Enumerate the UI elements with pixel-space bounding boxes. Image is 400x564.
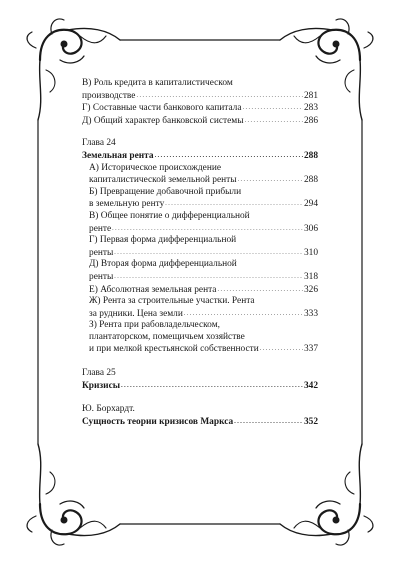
toc-entry-text: Г) Составные части банкового капитала (82, 103, 242, 114)
toc-entry-line: Г) Первая форма дифференциальной (89, 235, 237, 246)
toc-entry-text: за рудники. Цена земли (89, 308, 183, 319)
toc-entry (82, 187, 318, 211)
chapter-24-label: Глава 24 (82, 138, 116, 149)
toc-entry (82, 211, 318, 235)
toc-entry (82, 296, 318, 320)
dot-leader (136, 90, 302, 103)
toc-entry-row (89, 247, 318, 260)
dot-leader (155, 150, 303, 163)
chapter-25-title-row (82, 380, 318, 393)
page-number: 333 (303, 308, 318, 319)
toc-entry-line: З) Рента при рабовладельческом, (89, 320, 220, 331)
page-number: 337 (303, 344, 318, 355)
dot-leader (165, 198, 303, 211)
dot-leader (243, 102, 303, 115)
toc-entry (82, 78, 318, 102)
toc-entry (82, 102, 318, 115)
corner-flourish-bottom-left (27, 444, 120, 545)
toc-entry (82, 259, 318, 283)
toc-entry-text: капиталистической земельной ренты (89, 175, 237, 186)
toc-entry-row (82, 115, 318, 128)
chapter-24-title-row (82, 150, 318, 163)
page-number: 326 (303, 284, 318, 295)
toc-entry-text: ренты (89, 247, 114, 258)
toc-entry-text: Д) Общий характер банковской системы (82, 115, 244, 126)
page-number: 283 (303, 103, 318, 114)
toc-entry-row (89, 223, 318, 236)
dot-leader (114, 271, 303, 284)
toc-entry-text: и при мелкой крестьянской собственности (89, 344, 259, 355)
toc-entry-text: Е) Абсолютная земельная рента (89, 284, 217, 295)
toc-entry-text: производстве (82, 90, 136, 101)
toc-entry-row (82, 102, 318, 115)
page-number: 306 (303, 223, 318, 234)
toc-entry-text: в земельную ренту (89, 199, 165, 210)
page-number: 310 (303, 247, 318, 258)
dot-leader (245, 115, 303, 128)
page-number: 288 (303, 150, 318, 161)
toc-entry-line: В) Общее понятие о дифференциальной (89, 210, 250, 221)
toc-entry-line: Б) Превращение добавочной прибыли (89, 186, 242, 197)
toc-entry-text: ренте (89, 223, 112, 234)
toc-entry (82, 115, 318, 128)
dot-leader (260, 343, 303, 356)
page-number: 352 (303, 416, 318, 427)
page-number: 342 (303, 380, 318, 391)
appendix-title-row (82, 416, 318, 429)
dot-leader (112, 223, 303, 236)
page-number: 286 (303, 115, 318, 126)
corner-flourish-bottom-right (280, 444, 373, 545)
toc-entry (82, 284, 318, 297)
toc-entry-line: плантаторском, помещичьем хозяйстве (89, 331, 245, 342)
page-number: 288 (303, 175, 318, 186)
toc-entry (82, 163, 318, 187)
toc-entry-row (89, 284, 318, 297)
toc-entry-row (89, 174, 318, 187)
toc-entry-row (89, 198, 318, 211)
toc-entry-line: Ж) Рента за строительные участки. Рента (89, 296, 255, 307)
appendix-title: Сущность теории кризисов Маркса (82, 416, 234, 427)
page-number: 294 (303, 199, 318, 210)
table-of-contents (82, 78, 318, 428)
dot-leader (184, 308, 303, 321)
toc-entry-line: Д) Вторая форма дифференциальной (89, 259, 237, 270)
chapter-25-title: Кризисы (82, 380, 121, 391)
page-number: 281 (303, 90, 318, 101)
dot-leader (121, 380, 303, 393)
toc-entry-row (82, 90, 318, 103)
page-number: 318 (303, 271, 318, 282)
dot-leader (114, 247, 303, 260)
toc-entry (82, 320, 318, 356)
toc-entry-text: ренты (89, 271, 114, 282)
dot-leader (234, 416, 303, 429)
toc-entry-line: А) Историческое происхождение (89, 162, 222, 173)
appendix-author: Ю. Борхардт. (82, 404, 135, 415)
toc-entry-row (89, 343, 318, 356)
toc-entry-line: В) Роль кредита в капиталистическом (82, 78, 233, 88)
toc-entry (82, 235, 318, 259)
dot-leader (217, 284, 302, 297)
chapter-24-title: Земельная рента (82, 150, 154, 161)
dot-leader (238, 174, 303, 187)
chapter-25-label: Глава 25 (82, 368, 116, 379)
toc-entry-row (89, 271, 318, 284)
toc-entry-row (89, 308, 318, 321)
